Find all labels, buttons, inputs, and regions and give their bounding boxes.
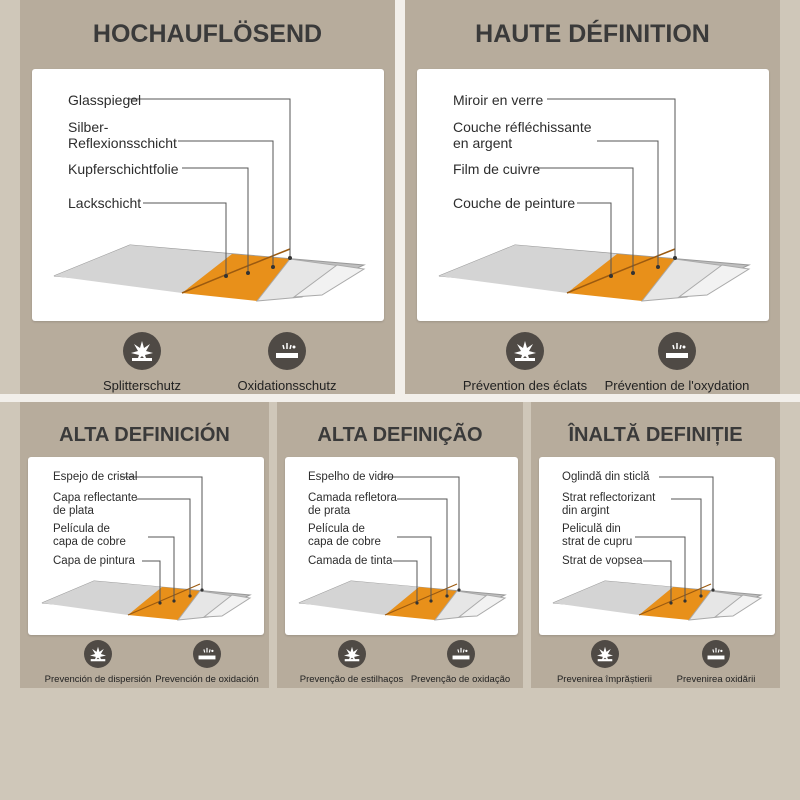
feature-label: Prevención de dispersión xyxy=(44,674,152,685)
layer-label-glass-mirror: Espelho de vidro xyxy=(308,471,394,483)
layer-label-silver-reflective: Capa reflectante de plata xyxy=(53,492,138,518)
oxidation-icon xyxy=(193,640,221,668)
feature-oxidation-proof xyxy=(403,640,518,685)
layer-label-paint: Couche de peinture xyxy=(453,195,576,211)
layer-label-glass-mirror: Oglindă din sticlă xyxy=(562,471,650,483)
layer-label-paint: Lackschicht xyxy=(68,195,142,211)
layer-diagram-card xyxy=(28,457,264,635)
feature-label: Prevención de oxidación xyxy=(155,674,259,685)
panel-portuguese xyxy=(277,402,523,688)
oxidation-icon xyxy=(702,640,730,668)
shatter-icon xyxy=(506,332,544,370)
feature-shatter-proof xyxy=(289,640,414,685)
feature-shatter-proof xyxy=(92,332,192,393)
panel-romanian xyxy=(531,402,780,688)
layer-label-glass-mirror: Espejo de cristal xyxy=(53,471,138,483)
panel-title: HAUTE DÉFINITION xyxy=(475,20,710,48)
feature-oxidation-proof xyxy=(661,640,771,685)
panel-title: ALTA DEFINICIÓN xyxy=(59,424,230,446)
feature-oxidation-proof xyxy=(152,640,262,685)
feature-label: Prevenção de estilhaços xyxy=(299,674,404,685)
feature-label: Prevenirea oxidării xyxy=(676,674,756,685)
feature-label: Prevenirea împrăștierii xyxy=(556,674,653,685)
layer-label-copper-film: Peliculă din strat de cupru xyxy=(562,523,633,549)
oxidation-icon xyxy=(447,640,475,668)
oxidation-icon xyxy=(658,332,696,370)
layer-label-copper-film: Película de capa de cobre xyxy=(53,523,126,549)
layer-label-silver-reflective: Couche réfléchissante en argent xyxy=(453,119,592,152)
feature-label: Prévention des éclats xyxy=(462,378,588,393)
layer-label-silver-reflective: Camada refletora de prata xyxy=(308,492,397,518)
feature-label: Oxidationsschutz xyxy=(237,378,337,393)
panel-title: ALTA DEFINIÇÃO xyxy=(317,424,483,446)
panel-title: HOCHAUFLÖSEND xyxy=(92,20,323,48)
feature-label: Prevenção de oxidação xyxy=(410,674,511,685)
feature-shatter-proof xyxy=(547,640,662,685)
layer-diagram-card xyxy=(285,457,518,635)
shatter-icon xyxy=(338,640,366,668)
panel-german xyxy=(20,0,395,394)
feature-oxidation-proof xyxy=(222,332,352,393)
shatter-icon xyxy=(123,332,161,370)
feature-shatter-proof xyxy=(38,640,158,685)
shatter-icon xyxy=(84,640,112,668)
oxidation-icon xyxy=(268,332,306,370)
panel-spanish xyxy=(20,402,269,688)
layer-label-copper-film: Film de cuivre xyxy=(453,161,541,177)
feature-oxidation-proof xyxy=(597,332,757,393)
feature-shatter-proof xyxy=(450,332,600,393)
layer-label-paint: Camada de tinta xyxy=(308,555,393,567)
layer-diagram-card xyxy=(539,457,775,635)
layer-label-glass-mirror: Miroir en verre xyxy=(453,92,544,108)
feature-label: Splitterschutz xyxy=(102,378,182,393)
top-divider xyxy=(395,0,405,396)
layer-label-paint: Capa de pintura xyxy=(53,555,135,567)
layer-label-copper-film: Kupferschichtfolie xyxy=(68,161,179,177)
layer-diagram-card xyxy=(417,69,769,321)
layer-label-paint: Strat de vopsea xyxy=(562,555,643,567)
panel-french xyxy=(405,0,780,394)
layer-label-silver-reflective: Silber- Reflexionsschicht xyxy=(68,119,177,152)
shatter-icon xyxy=(591,640,619,668)
feature-label: Prévention de l'oxydation xyxy=(604,378,750,393)
layer-label-glass-mirror: Glasspiegel xyxy=(68,92,142,108)
middle-divider xyxy=(0,394,800,402)
layer-label-silver-reflective: Strat reflectorizant din argint xyxy=(562,492,656,518)
layer-diagram-card xyxy=(32,69,384,321)
layer-label-copper-film: Película de capa de cobre xyxy=(308,523,381,549)
panel-title: ÎNALTĂ DEFINIȚIE xyxy=(568,424,743,446)
